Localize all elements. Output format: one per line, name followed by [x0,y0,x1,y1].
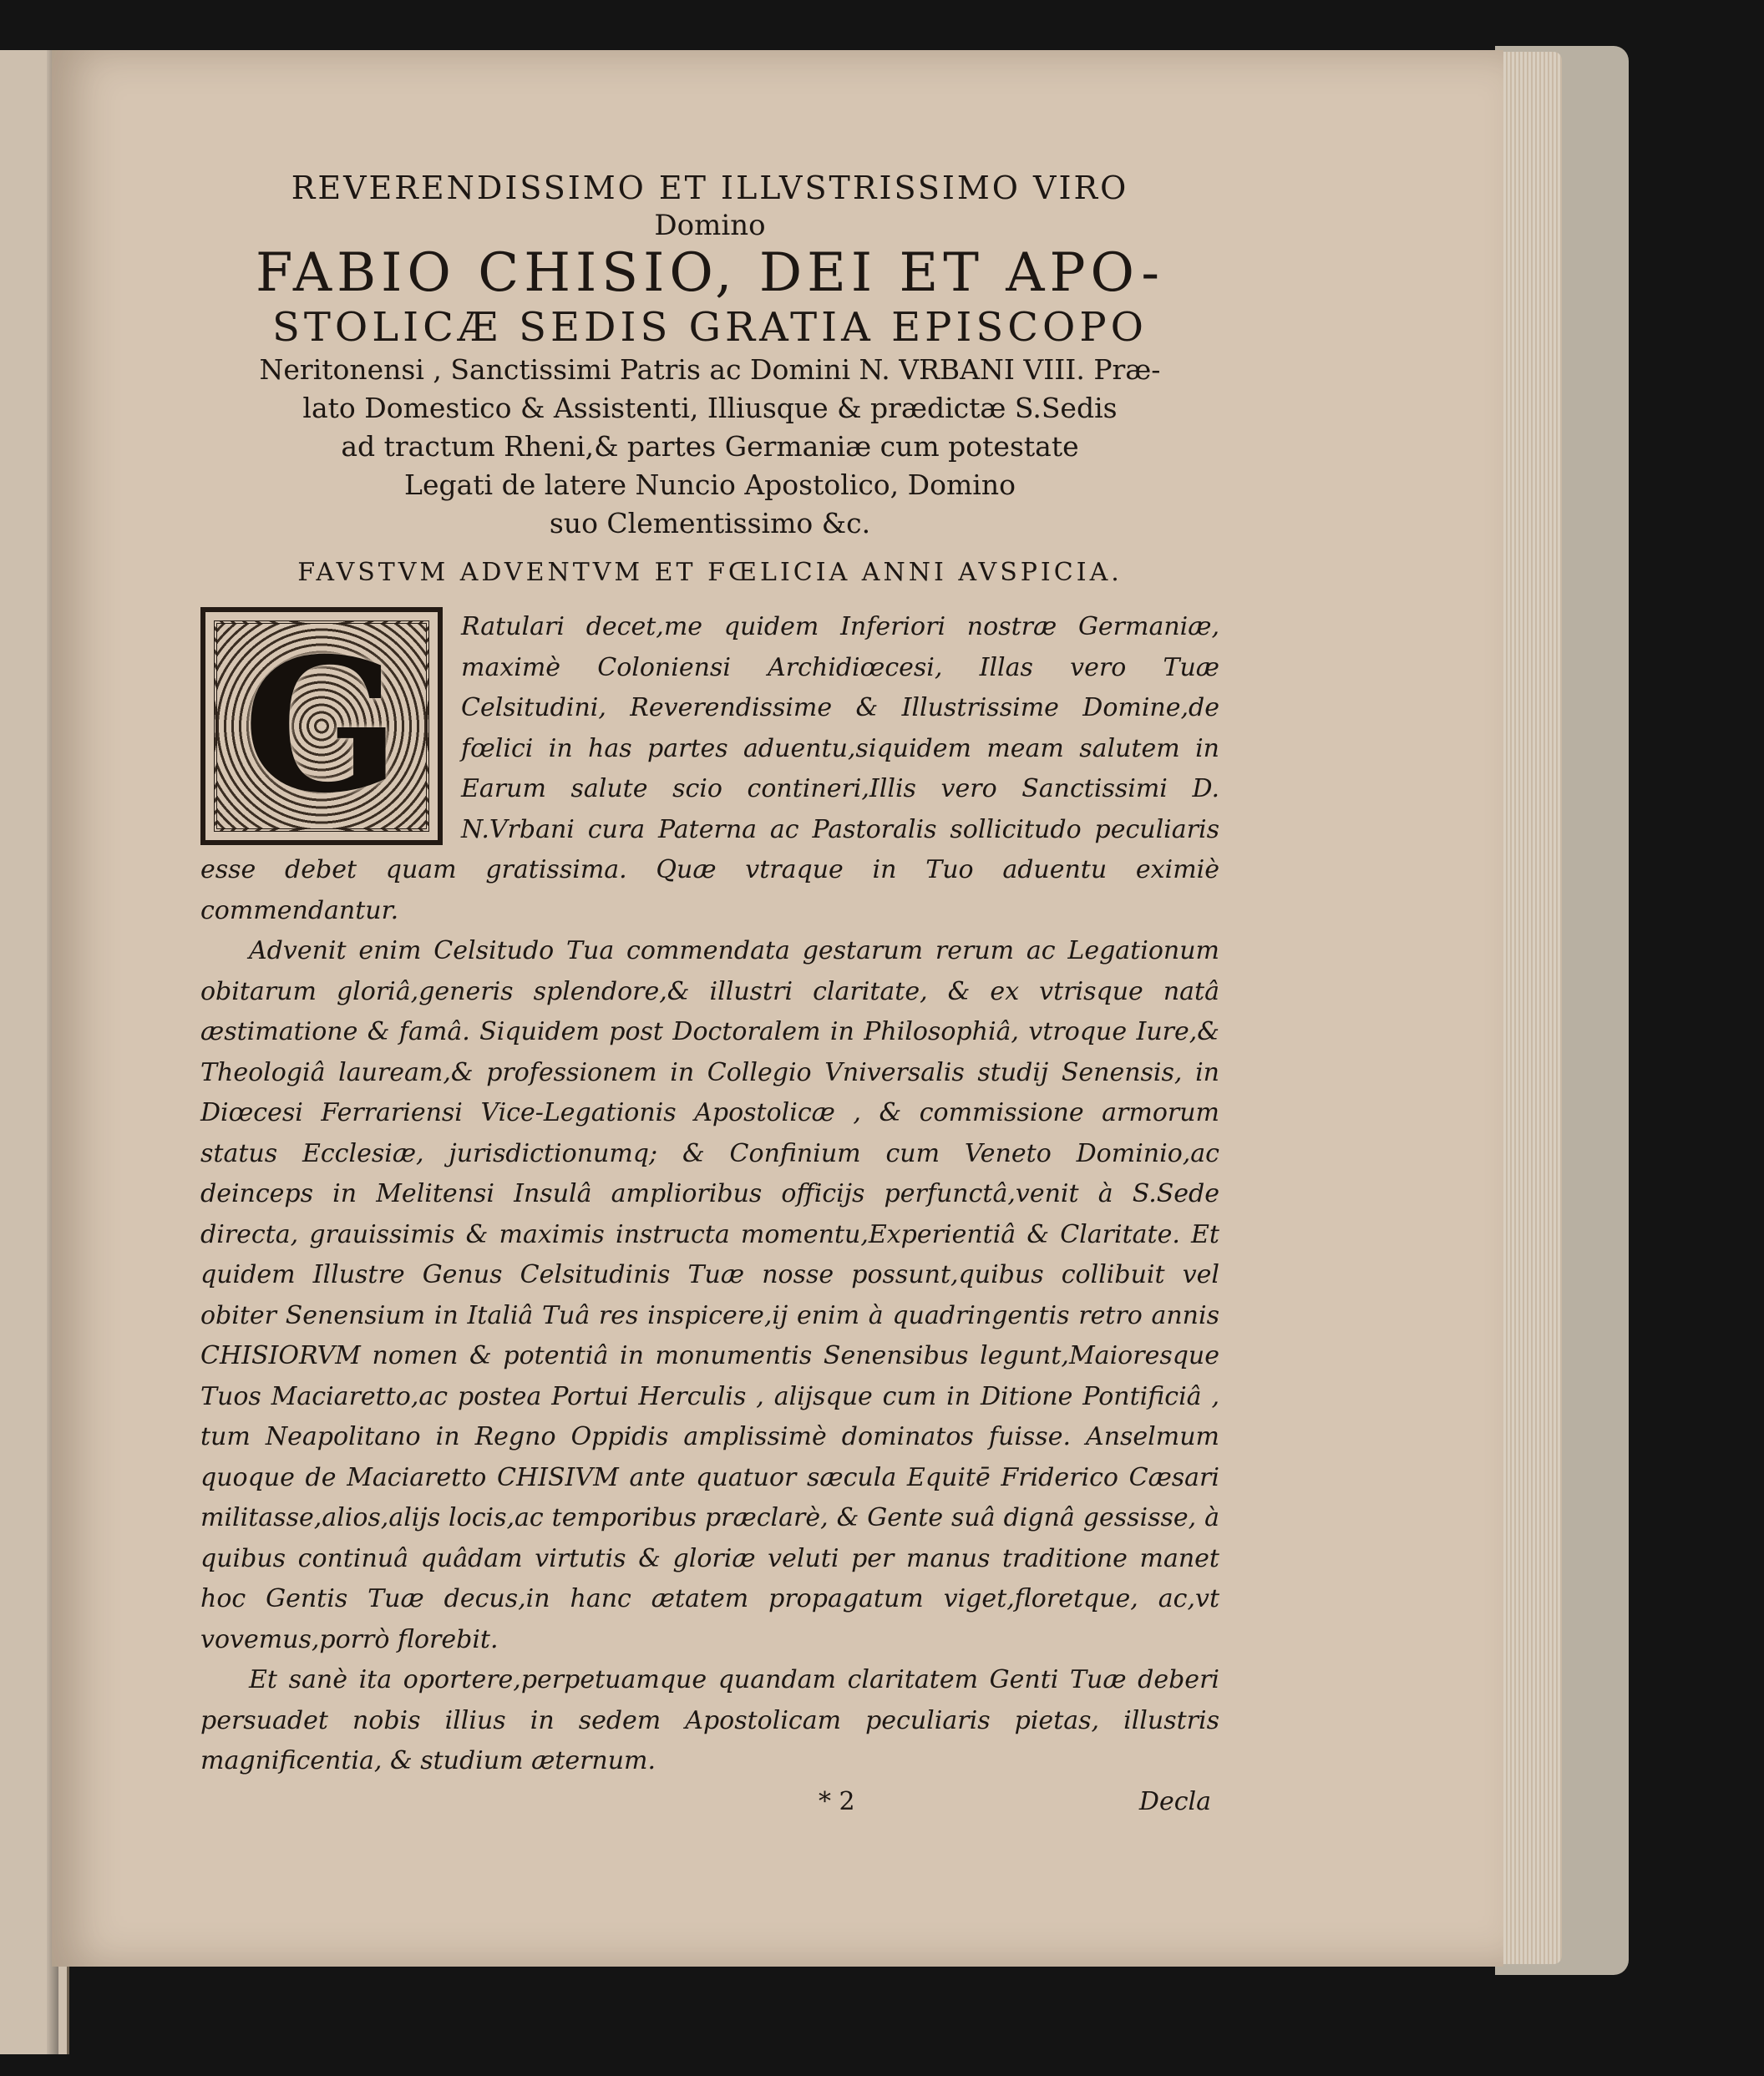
page-content [200,167,1219,1837]
dedication-line-7: ad tractum Rheni,& partes Germaniæ cum potestate [341,430,1079,463]
dedication-line-4: STOLICÆ SEDIS GRATIA EPISCOPO [272,304,1148,351]
dedication-heading [200,167,1219,543]
dedication-line-1: REVERENDISSIMO ET ILLVSTRISSIMO VIRO [291,170,1129,206]
paragraph-1: Ratulari decet,me quidem Inferiori nostræ Germaniæ, maximè Coloniensi Archidiœcesi, Illas vero Tuæ Celsitudini, Reverendissime & Illustrissime Domine,de fœlici in has partes aduentu,siquidem meam salutem in Earum salute scio contineri,Illis vero Sanctissimi D. N.Vrbani cura Paterna ac Pastoralis sollicitudo peculiaris esse debet quam gratissima. Quæ vtraque in Tuo aduentu eximiè commendantur. [200,612,1219,925]
body-text [200,607,1219,1782]
salutation: FAVSTVM ADVENTVM ET FŒLICIA ANNI AVSPICIA. [297,558,1123,587]
paragraph-3: Et sanè ita oportere,perpetuamque quandam claritatem Genti Tuæ deberi persuadet nobis illius in sedem Apostolicam peculiaris pietas, illustris magnificentia, & studium æternum. [200,1665,1219,1775]
paragraph-2: Advenit enim Celsitudo Tua commendata gestarum rerum ac Legationum obitarum gloriâ,generis splendore,& illustri claritate, & ex vtrisque natâ æstimatione & famâ. Siquidem post Doctoralem in Philosophiâ, vtroque Iure,& Theologiâ lauream,& professionem in Collegio Vniversalis studij Senensis, in Diœcesi Ferrariensi Vice-Legationis Apostolicæ , & commissione armorum status Ecclesiæ, jurisdictionumq; & Confinium cum Veneto Dominio,ac deinceps in Melitensi Insulâ amplioribus officijs perfunctâ,venit à S.Sede directa, grauissimis & maximis instructa momentu,Experientiâ & Claritate. Et quidem Illustre Genus Celsitudinis Tuæ nosse possunt,quibus collibuit vel obiter Senensium in Italiâ Tuâ res inspicere,ij enim à quadringentis retro annis CHISIORVM nomen & potentiâ in monumentis Senensibus legunt,Maioresque Tuos Maciaretto,ac postea Portui Herculis , alijsque cum in Ditione Pontificiâ , tum Neapolitano in Regno Oppidis amplissimè dominatos fuisse. Anselmum quoque de Maciaretto CHISIVM ante quatuor sæcula Equitē Friderico Cæsari militasse,alios,alijs locis,ac temporibus præclarè, & Gente suâ dignâ gessisse, à quibus continuâ quâdam virtutis & gloriæ veluti per manus traditione manet hoc Gentis Tuæ decus,in hanc ætatem propagatum viget,floretque, ac,vt vovemus,porrò florebit. [200,936,1219,1654]
dedication-line-9: suo Clementissimo &c. [549,507,871,539]
catchword: Decla [1138,1786,1211,1816]
dedication-line-8: Legati de latere Nuncio Apostolico, Domino [404,468,1016,501]
dedication-line-5: Neritonensi , Sanctissimi Patris ac Domini N. VRBANI VIII. Præ- [259,353,1161,386]
dedication-line-3: FABIO CHISIO, DEI ET APO- [256,242,1164,304]
page-footer [200,1787,1219,1837]
dedication-line-2: Domino [654,209,766,242]
drop-cap-letter: G [243,617,400,834]
ornamental-initial [200,607,443,845]
signature-mark: * 2 [819,1786,855,1816]
book-page [52,50,1503,1967]
dedication-line-6: lato Domestico & Assistenti, Illiusque & prædictæ S.Sedis [302,392,1118,424]
